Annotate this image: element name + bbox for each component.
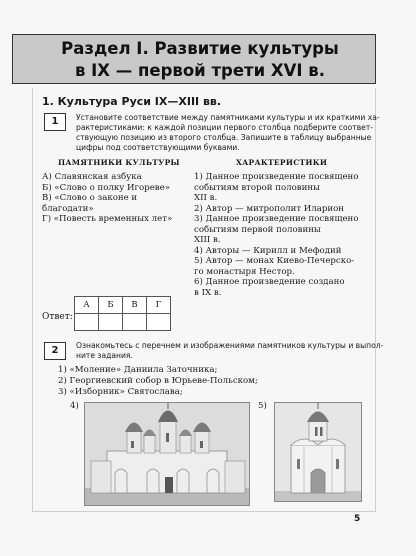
monuments-column-header: ПАМЯТНИКИ КУЛЬТУРЫ (58, 158, 180, 167)
characteristic-item-continued: го монастыря Нестор. (194, 266, 295, 277)
monument-item: Б) «Слово о полку Игореве» (42, 182, 170, 193)
answer-input-cell[interactable] (75, 314, 99, 331)
answer-input-row (75, 314, 171, 331)
task2-text (76, 341, 383, 361)
answer-letter-cell: А (75, 297, 99, 314)
task1-text-line: Установите соответствие между памятниками культуры и их краткими ха- (76, 113, 380, 122)
characteristic-item: 5) Автор — монах Киево-Печерско- (194, 256, 355, 266)
task2-number: 2 (44, 342, 66, 360)
answer-letter-cell: Г (147, 297, 171, 314)
characteristic-item-continued: событиям второй половины (194, 182, 320, 193)
chapter-title-line1: Раздел I. Развитие культуры (61, 39, 339, 58)
task2-text-line: Ознакомьтесь с перечнем и изображениями памятников культуры и выпол- (76, 341, 384, 350)
characteristics-column-header: ХАРАКТЕРИСТИКИ (236, 158, 328, 167)
answer-input-cell[interactable] (147, 314, 171, 331)
monument-item: Г) «Повесть временных лет» (42, 214, 173, 224)
cathedral-photo-4 (84, 402, 250, 506)
cathedral-photo-5 (274, 402, 362, 502)
section-title: 1. Культура Руси IX—XIII вв. (42, 95, 222, 108)
monument-list-item: 2) Георгиевский собор в Юрьеве-Польском; (58, 376, 258, 386)
task2-text-line: ните задания. (76, 351, 133, 360)
page-number: 5 (354, 514, 361, 524)
monument-item: В) «Слово о законе и (42, 193, 138, 203)
task1-text-line: цифры под соответствующими буквами. (76, 143, 240, 152)
answer-table (74, 296, 171, 331)
answer-letter-cell: В (123, 297, 147, 314)
answer-label: Ответ: (42, 312, 73, 322)
characteristic-item: 1) Данное произведение посвящено (194, 172, 359, 182)
characteristic-item-continued: событиям первой половины (194, 224, 321, 235)
monument-item-continued: благодати» (42, 203, 94, 214)
characteristic-item: 2) Автор — митрополит Иларион (194, 203, 345, 214)
characteristic-item: 3) Данное произведение посвящено (194, 214, 359, 224)
answer-header-row (75, 297, 171, 314)
chapter-title (30, 38, 370, 82)
monument-item: А) Славянская азбука (42, 172, 142, 182)
characteristic-item-continued: XIII в. (194, 235, 221, 245)
characteristic-item-continued: XII в. (194, 193, 218, 203)
task1-text-line: ствующую позицию из второго столбца. Запишите в таблицу выбранные (76, 133, 372, 142)
monument-list-item: 3) «Изборник» Святослава; (58, 387, 183, 397)
chapter-title-line2: в IX — первой трети XVI в. (74, 61, 326, 80)
task1-text-line: рактеристиками: к каждой позиции первого столбца подберите соответ- (76, 123, 374, 132)
task1-text (76, 113, 380, 153)
task1-number: 1 (44, 113, 66, 131)
answer-input-cell[interactable] (99, 314, 123, 331)
answer-input-cell[interactable] (123, 314, 147, 331)
image5-label: 5) (258, 401, 267, 411)
characteristic-item-continued: в IX в. (194, 287, 222, 298)
characteristic-item: 6) Данное произведение создано (194, 277, 345, 287)
monument-list-item: 1) «Моление» Даниила Заточника; (58, 365, 218, 375)
image4-label: 4) (70, 401, 79, 411)
answer-letter-cell: Б (99, 297, 123, 314)
characteristic-item: 4) Авторы — Кирилл и Мефодий (194, 245, 342, 256)
